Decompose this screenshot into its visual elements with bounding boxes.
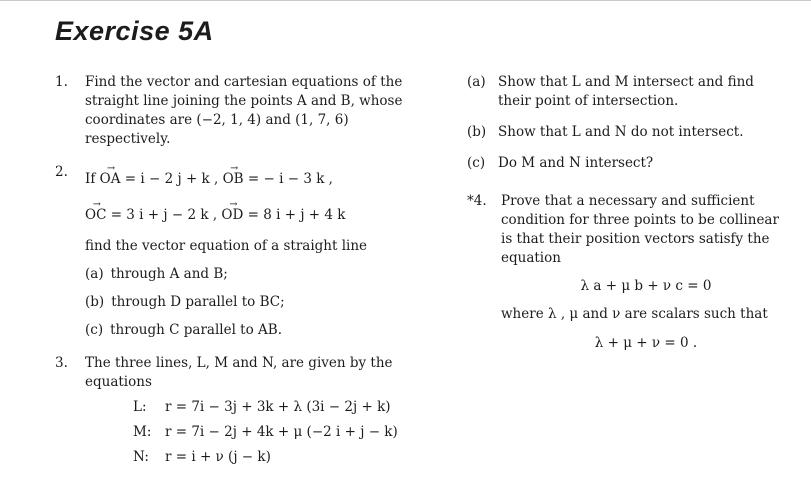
page-top-rule: [0, 0, 811, 1]
question-4-where-clause: where λ , μ and ν are scalars such that: [501, 306, 768, 323]
question-2: [55, 163, 415, 341]
question-2-part-a: [85, 265, 415, 284]
question-3-part-c: [467, 154, 791, 173]
question-1: [55, 73, 415, 150]
question-4-number: *4.: [467, 192, 487, 209]
question-4: [467, 192, 791, 362]
question-4-text: Prove that a necessary and sufficient condition for three points to be collinear is that their position vectors satisfy the equation: [501, 192, 779, 267]
part-a-marker: (a): [85, 266, 104, 283]
vector-oc: → OC: [85, 206, 106, 225]
vector-ob-equation: = − i − 3 k ,: [247, 170, 333, 187]
part-b-marker: (b): [85, 294, 105, 311]
question-3-body: [85, 354, 415, 468]
part-a-marker: (a): [467, 74, 486, 90]
question-2-vectors-line-1: [85, 165, 415, 189]
part-b-marker: (b): [467, 124, 487, 141]
vector-od-equation: = 8 i + j + 4 k: [247, 206, 346, 223]
line-M-equation: r = 7i − 2j + 4k + μ (−2 i + j − k): [165, 424, 398, 441]
part-c-text: through C parallel to AB.: [110, 322, 282, 339]
question-4-equation-2: λ + μ + ν = 0 .: [594, 334, 698, 351]
vector-oa-equation: = i − 2 j + k ,: [124, 170, 219, 187]
question-2-part-c: [85, 321, 415, 340]
question-3: [55, 354, 415, 468]
line-M-label: M:: [133, 424, 152, 441]
question-2-instruction: find the vector equation of a straight line: [85, 237, 368, 254]
line-L-equation: r = 7i − 3j + 3k + λ (3i − 2j + k): [165, 398, 391, 415]
question-3-number: 3.: [55, 354, 68, 371]
line-N-equation-row: [85, 448, 415, 467]
page-title: Exercise 5A: [55, 16, 214, 46]
if-word: If: [85, 170, 96, 187]
vector-oa: → OA: [100, 170, 121, 189]
left-column: [55, 73, 415, 480]
question-2-vectors-line-2: [85, 201, 415, 225]
line-L-label: L:: [133, 398, 147, 415]
question-1-number: 1.: [55, 74, 68, 90]
line-L-equation-row: [85, 398, 415, 417]
two-column-layout: [55, 73, 791, 480]
question-1-text: Find the vector and cartesian equations of the straight line joining the points A and B, whose coordinates are (−2, 1, 4) and (1, 7, 6) respectively.: [85, 74, 403, 148]
part-c-text: Do M and N intersect?: [498, 155, 654, 172]
question-4-body: [501, 192, 791, 362]
part-b-text: Show that L and N do not intersect.: [498, 124, 744, 141]
question-2-number: 2.: [55, 163, 68, 180]
part-a-text: through A and B;: [110, 266, 228, 283]
question-3-part-b: [467, 123, 791, 142]
question-3-intro: The three lines, L, M and N, are given by the equations: [85, 354, 393, 390]
part-b-text: through D parallel to BC;: [111, 294, 285, 311]
question-4-equation-1: λ a + μ b + ν c = 0: [580, 278, 712, 295]
vector-oc-equation: = 3 i + j − 2 k ,: [110, 206, 218, 223]
question-3-part-a: [467, 73, 791, 111]
right-column: [467, 73, 791, 480]
vector-od: → OD: [221, 206, 243, 225]
line-M-equation-row: [85, 423, 415, 442]
part-c-marker: (c): [467, 155, 486, 172]
part-a-text: Show that L and M intersect and find their point of intersection.: [498, 74, 754, 110]
question-2-part-b: [85, 293, 415, 312]
part-c-marker: (c): [85, 322, 104, 339]
vector-ob: → OB: [223, 170, 244, 189]
line-N-label: N:: [133, 449, 149, 466]
question-2-body: [85, 163, 415, 341]
line-N-equation: r = i + ν (j − k): [165, 449, 271, 466]
